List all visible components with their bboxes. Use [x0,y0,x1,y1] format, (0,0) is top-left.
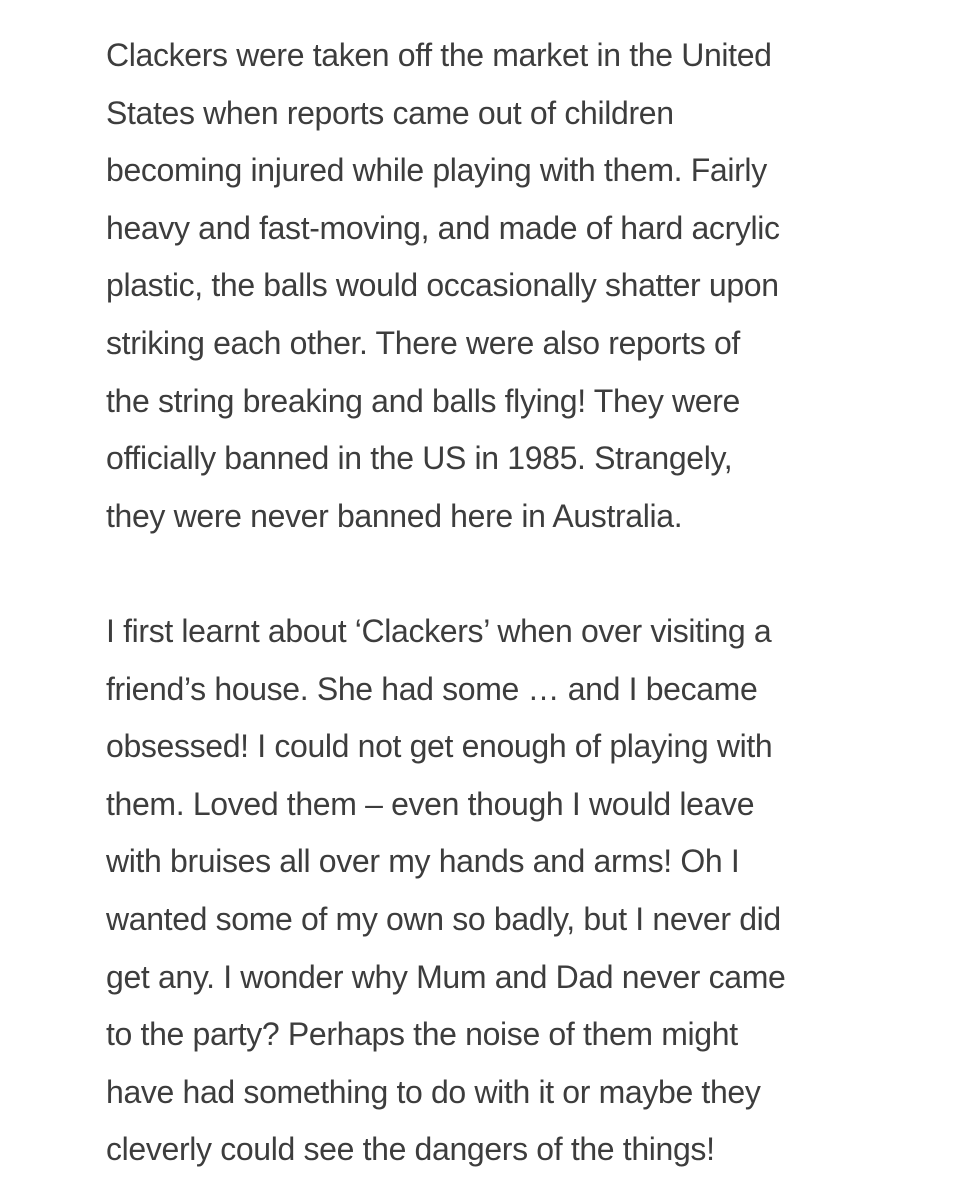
paragraph-personal-memory [106,603,866,1179]
text-line: they were never banned here in Australia. [106,497,683,534]
text-line: States when reports came out of children [106,94,674,131]
text-line: plastic, the balls would occasionally shatter upon [106,267,779,304]
text-line: striking each other. There were also reports of [106,324,740,361]
text-line: officially banned in the US in 1985. Strangely, [106,440,733,477]
text-line: Clackers were taken off the market in the United [106,37,772,73]
text-line: have had something to do with it or maybe they [106,1073,761,1110]
text-line: to the party? Perhaps the noise of them might [106,1016,738,1053]
text-line: wanted some of my own so badly, but I never did [106,900,781,937]
article-body [106,27,866,1179]
text-line: becoming injured while playing with them. Fairly [106,152,767,189]
text-line: cleverly could see the dangers of the things! [106,1131,715,1168]
text-line: obsessed! I could not get enough of playing with [106,728,773,765]
text-line: the string breaking and balls flying! They were [106,382,740,419]
text-line: get any. I wonder why Mum and Dad never came [106,958,786,995]
text-line: them. Loved them – even though I would leave [106,785,755,822]
paragraph-clackers-ban [106,27,866,545]
text-line: with bruises all over my hands and arms! Oh I [106,843,740,880]
text-line: I first learnt about ‘Clackers’ when over visiting a [106,612,772,649]
text-line: heavy and fast-moving, and made of hard acrylic [106,209,780,246]
text-line: friend’s house. She had some … and I became [106,670,758,707]
